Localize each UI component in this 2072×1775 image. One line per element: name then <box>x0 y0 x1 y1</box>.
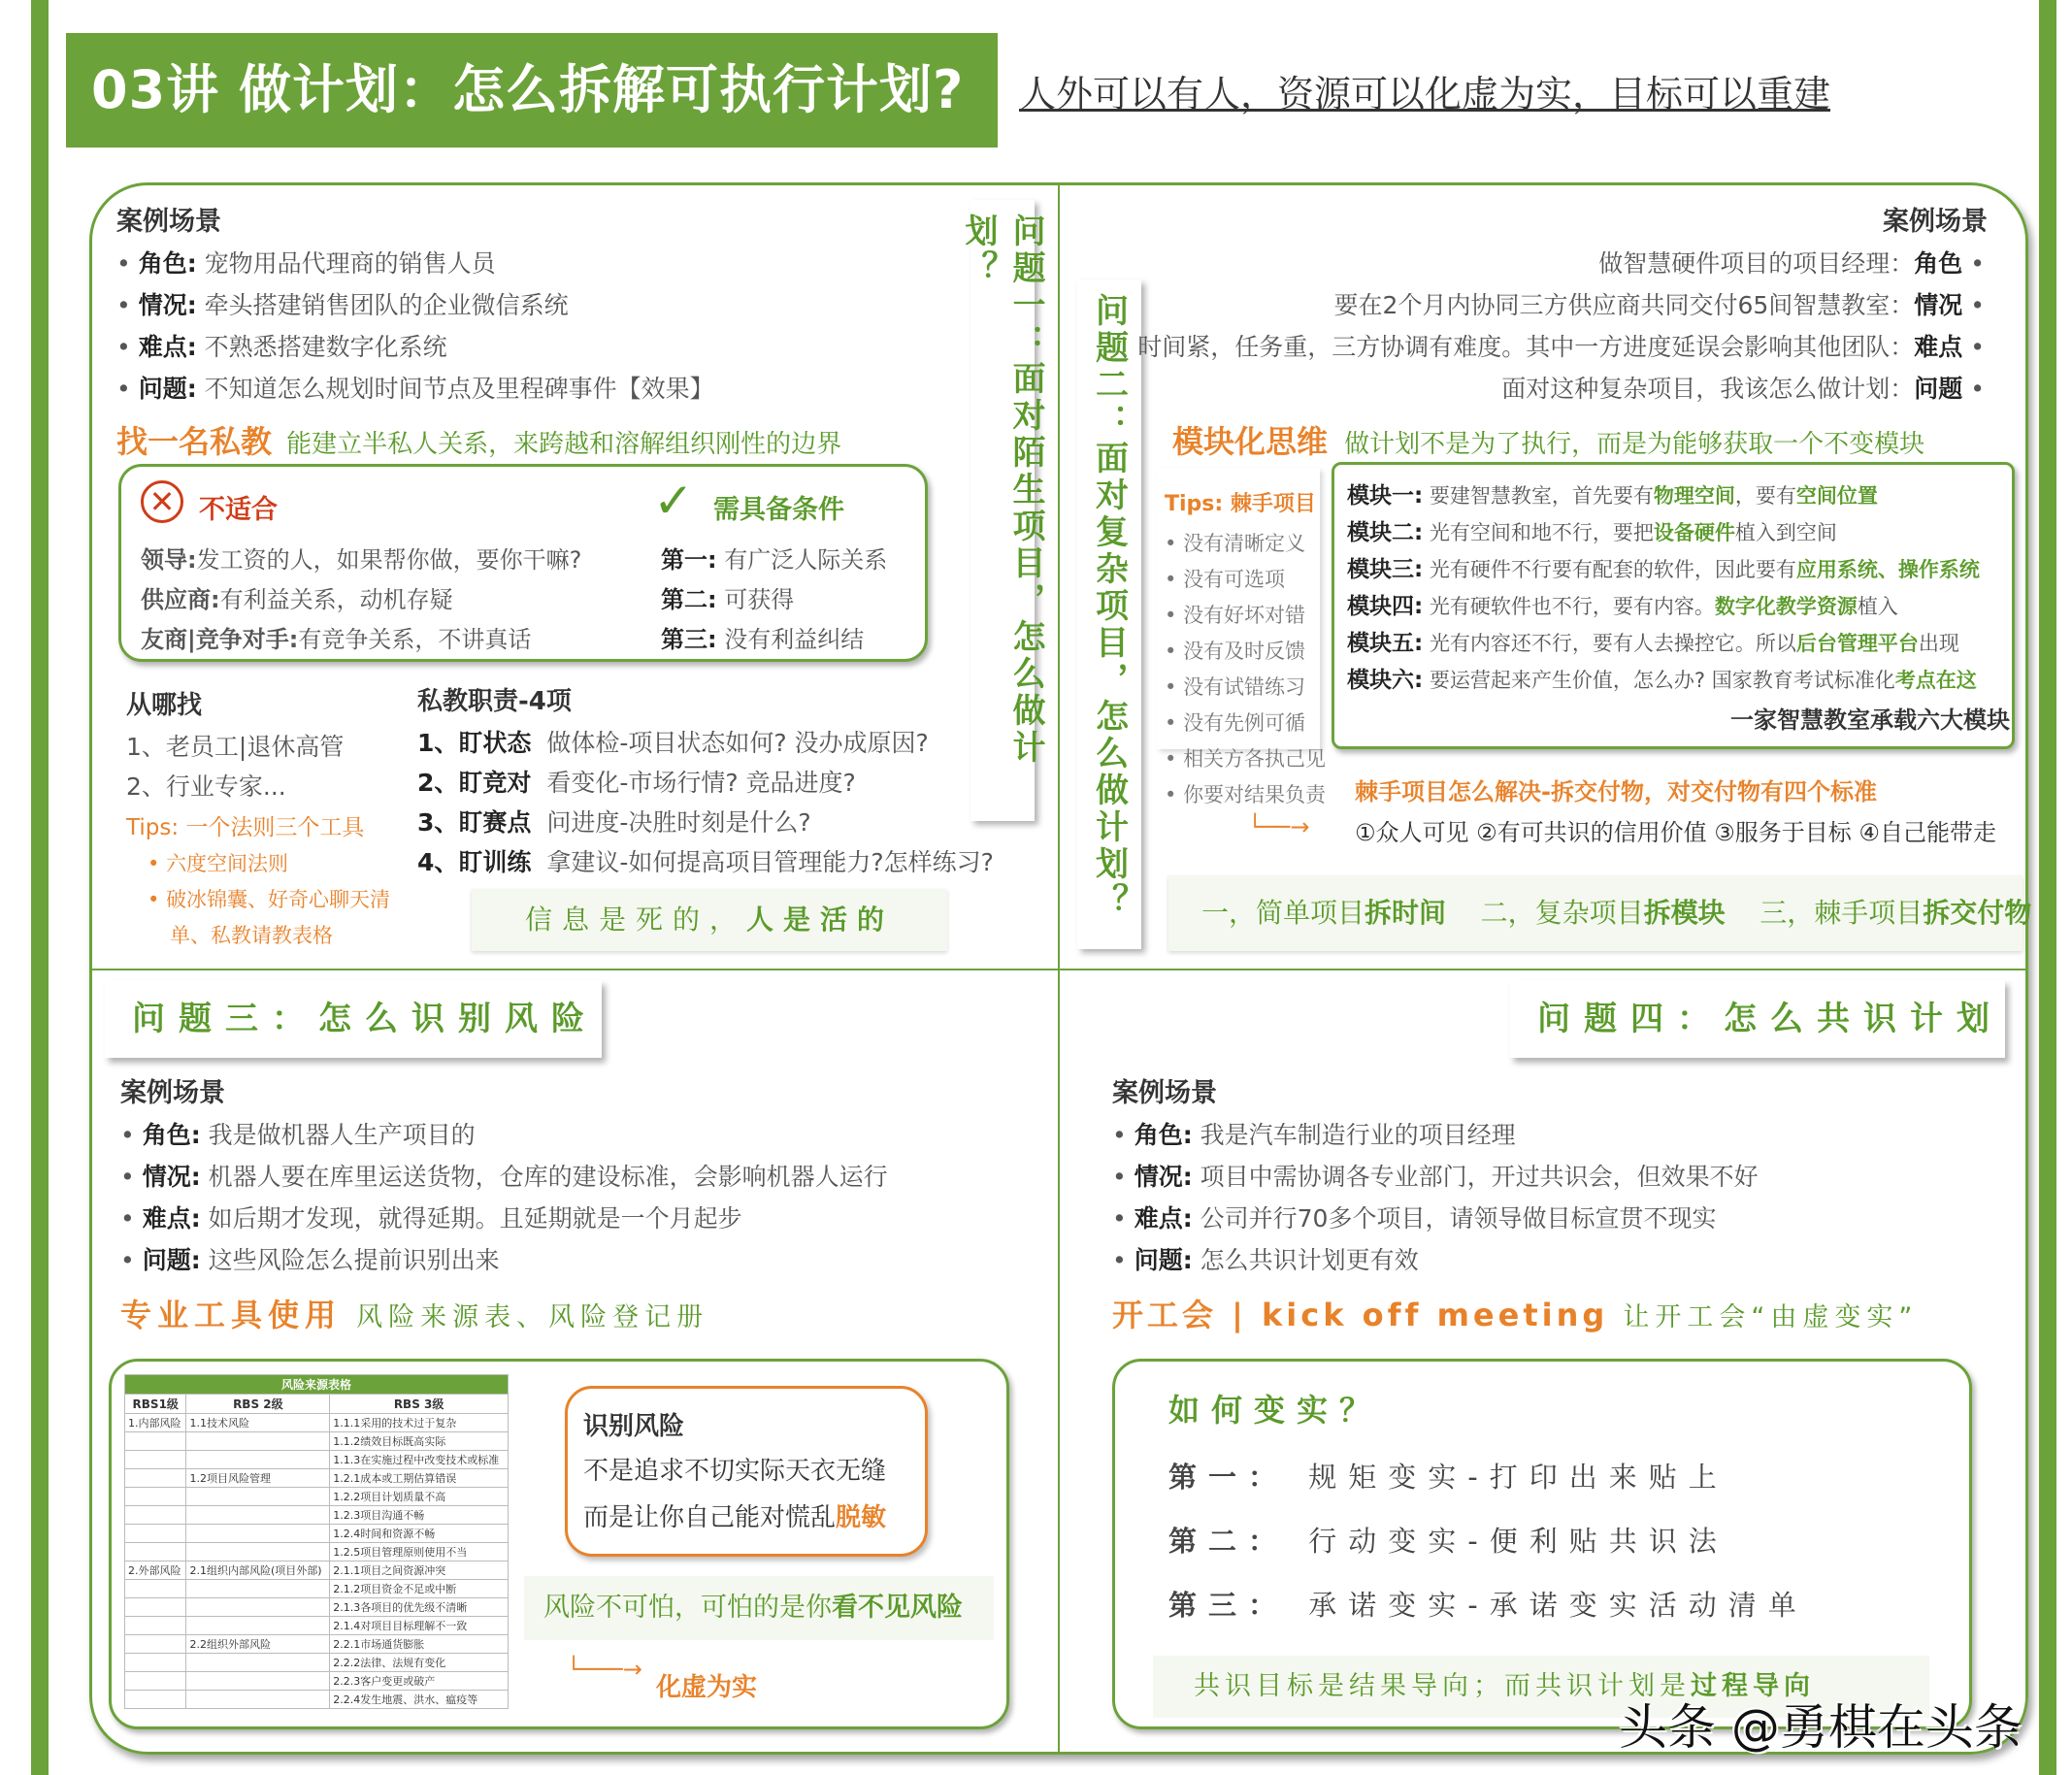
rbs-cell <box>125 1525 186 1543</box>
tips-title: Tips: 棘手项目 <box>1165 492 1316 516</box>
watermark: 头条 @勇棋在头条 <box>1619 1699 2023 1756</box>
rbs-table-row <box>125 1580 509 1598</box>
rbs-cell <box>125 1451 186 1469</box>
rbs-table-row <box>125 1672 509 1691</box>
deliver-title: 棘手项目怎么解决-拆交付物，对交付物有四个标准 <box>1355 778 1877 805</box>
q4-row: 第一： 规矩变实-打印出来贴上 <box>1168 1461 1728 1494</box>
q2-key-desc: 做计划不是为了执行，而是为能够获取一个不变模块 <box>1344 430 1925 459</box>
q3-item: • 情况: 机器人要在库里运送货物，仓库的建设标准，会影响机器人运行 <box>120 1163 888 1191</box>
rbs-cell <box>125 1488 186 1506</box>
required-row: 第三: 没有利益纠结 <box>661 626 865 653</box>
duty-row: 3、盯赛点 问进度-决胜时刻是什么? <box>417 808 811 837</box>
bubble-line1: 不是追求不切实际天衣无缝 <box>583 1457 887 1486</box>
rbs-cell: 1.内部风险 <box>125 1414 186 1432</box>
q4-box-title: 如何变实？ <box>1168 1392 1383 1429</box>
vertical-divider <box>1058 184 1060 1752</box>
q1-item: • 难点: 不熟悉搭建数字化系统 <box>116 333 447 361</box>
rbs-cell <box>186 1654 330 1672</box>
rbs-cell <box>186 1432 330 1451</box>
bubble-line2: 而是让你自己能对慌乱脱敏 <box>583 1503 887 1532</box>
rbs-cell <box>125 1635 186 1654</box>
required-row: 第一: 有广泛人际关系 <box>661 546 888 574</box>
rbs-cell <box>186 1580 330 1598</box>
q2-summary: 一，简单项目拆时间 二，复杂项目拆模块 三，棘手项目拆交付物 <box>1168 875 2023 951</box>
rbs-cell <box>125 1506 186 1525</box>
where-tips: Tips: 一个法则三个工具 <box>126 815 365 840</box>
rbs-table-row <box>125 1543 509 1561</box>
tips-item: • 没有先例可循 <box>1165 711 1306 735</box>
page-subtitle: 人外可以有人，资源可以化虚为实，目标可以重建 <box>1019 73 1831 115</box>
q1-key-desc: 能建立半私人关系，来跨越和溶解组织刚性的边界 <box>286 430 842 459</box>
q1-scene-title: 案例场景 <box>116 207 221 237</box>
q3-key <box>120 1291 708 1335</box>
modules-footer: 一家智慧教室承载六大模块 <box>1730 707 2010 734</box>
q1-key-title: 找一名私教 <box>116 423 273 460</box>
rbs-cell: 2.外部风险 <box>125 1561 186 1580</box>
rbs-cell <box>186 1691 330 1709</box>
not-suitable-title: 不适合 <box>199 495 278 525</box>
rbs-cell: 1.2.5项目管理原则使用不当 <box>330 1543 509 1561</box>
rbs-cell: 2.2.2法律、法规有变化 <box>330 1654 509 1672</box>
rbs-cell: 1.2项目风险管理 <box>186 1469 330 1488</box>
rbs-cell <box>125 1691 186 1709</box>
duty-row: 2、盯竞对 看变化-市场行情? 竞品进度? <box>417 769 856 797</box>
rbs-table-row <box>125 1432 509 1451</box>
rbs-cell <box>186 1617 330 1635</box>
rbs-cell: 1.2.3项目沟通不畅 <box>330 1506 509 1525</box>
rbs-table-row <box>125 1654 509 1672</box>
rbs-cell: 2.1.2项目资金不足或中断 <box>330 1580 509 1598</box>
q4-key-title: 开工会 | kick off meeting <box>1112 1297 1609 1333</box>
module-row: 模块五: 光有内容还不行，要有人去操控它。所以后台管理平台出现 <box>1347 631 1959 656</box>
rbs-cell: 2.2.3客户变更或破产 <box>330 1672 509 1691</box>
rbs-table-row <box>125 1451 509 1469</box>
q2-key-title: 模块化思维 <box>1172 423 1329 460</box>
q3-arrow-text: 化虚为实 <box>656 1673 758 1702</box>
q1-item: • 角色: 宠物用品代理商的销售人员 <box>116 249 496 278</box>
q2-item: 要在2个月内协同三方供应商共同交付65间智慧教室：情况 • <box>1333 291 1985 319</box>
rbs-header: RBS1级 <box>125 1395 186 1414</box>
rbs-table-row <box>125 1617 509 1635</box>
q4-scene-title: 案例场景 <box>1112 1078 1217 1108</box>
module-row: 模块六: 要运营起来产生价值，怎么办? 国家教育考试标准化考点在这 <box>1347 668 1977 693</box>
rbs-table-title: 风险来源表格 <box>125 1375 509 1395</box>
q2-banner: 问题二：面对复杂项目，怎么做计划？ <box>1077 279 1141 949</box>
q4-item: • 问题: 怎么共识计划更有效 <box>1112 1246 1419 1274</box>
rbs-cell: 2.1组织内部风险(项目外部) <box>186 1561 330 1580</box>
rbs-cell <box>125 1543 186 1561</box>
rbs-table-row <box>125 1414 509 1432</box>
rbs-cell: 1.1.3在实施过程中改变技术或标准 <box>330 1451 509 1469</box>
where-item: 1、老员工|退休高管 <box>126 733 345 761</box>
rbs-cell <box>125 1432 186 1451</box>
q3-key-desc: 风险来源表、风险登记册 <box>356 1302 709 1332</box>
not-suitable-row: 友商|竞争对手:有竞争关系，不讲真话 <box>141 626 532 653</box>
q1-item: • 情况: 牵头搭建销售团队的企业微信系统 <box>116 291 569 319</box>
rbs-table-row <box>125 1506 509 1525</box>
rbs-cell: 1.2.1成本或工期估算错误 <box>330 1469 509 1488</box>
q1-conditions-box <box>118 464 928 662</box>
not-suitable-row: 领导:发工资的人，如果帮你做，要你干嘛? <box>141 546 582 574</box>
tip-item: 单、私教请教表格 <box>170 924 333 947</box>
arrow-icon: └──→ <box>1248 813 1310 840</box>
tips-item: • 你要对结果负责 <box>1165 783 1327 806</box>
q4-item: • 难点: 公司并行70多个项目，请领导做目标宣贯不现实 <box>1112 1204 1717 1233</box>
q2-scene-title: 案例场景 <box>1883 207 1988 237</box>
q4-key-desc: 让开工会“由虚变实” <box>1623 1302 1919 1332</box>
rbs-cell <box>186 1451 330 1469</box>
rbs-cell <box>186 1506 330 1525</box>
q4-row: 第三： 承诺变实-承诺变实活动清单 <box>1168 1589 1808 1622</box>
q1-quote: 信息是死的，人是活的 <box>472 889 947 951</box>
rbs-cell <box>125 1580 186 1598</box>
required-title: 需具备条件 <box>713 495 844 525</box>
rbs-cell: 1.2.2项目计划质量不高 <box>330 1488 509 1506</box>
rbs-cell: 1.1技术风险 <box>186 1414 330 1432</box>
rbs-cell <box>186 1525 330 1543</box>
tips-item: • 没有可选项 <box>1165 568 1286 591</box>
rbs-cell <box>186 1543 330 1561</box>
required-row: 第二: 可获得 <box>661 586 795 613</box>
q1-item: • 问题: 不知道怎么规划时间节点及里程碑事件【效果】 <box>116 375 714 403</box>
q4-banner: 问题四：怎么共识计划 <box>1510 980 2005 1058</box>
q3-conclusion: 风险不可怕，可怕的是你看不见风险 <box>524 1576 994 1640</box>
rbs-cell <box>186 1672 330 1691</box>
tip-item: • 破冰锦囊、好奇心聊天清 <box>148 888 391 911</box>
rbs-cell: 2.2组织外部风险 <box>186 1635 330 1654</box>
rbs-table-row <box>125 1561 509 1580</box>
rbs-table-row <box>125 1598 509 1617</box>
q4-item: • 情况: 项目中需协调各专业部门，开过共识会，但效果不好 <box>1112 1163 1759 1191</box>
q2-key <box>1172 417 1924 462</box>
rbs-cell <box>125 1617 186 1635</box>
rbs-cell: 1.2.4时间和资源不畅 <box>330 1525 509 1543</box>
where-item: 2、行业专家... <box>126 772 286 801</box>
module-row: 模块三: 光有硬件不行要有配套的软件，因此要有应用系统、操作系统 <box>1347 557 1980 582</box>
q2-item: 面对这种复杂项目，我该怎么做计划：问题 • <box>1501 375 1985 403</box>
tips-item: • 没有清晰定义 <box>1165 532 1306 555</box>
q4-key <box>1112 1291 1918 1335</box>
rbs-table-row <box>125 1691 509 1709</box>
q3-item: • 角色: 我是做机器人生产项目的 <box>120 1121 476 1149</box>
rbs-cell <box>186 1598 330 1617</box>
risk-bubble <box>565 1386 928 1557</box>
q3-banner: 问题三：怎么识别风险 <box>105 980 602 1058</box>
left-accent-bar <box>31 0 49 1775</box>
q1-key <box>116 417 841 462</box>
rbs-cell <box>125 1654 186 1672</box>
q3-item: • 问题: 这些风险怎么提前识别出来 <box>120 1246 500 1274</box>
rbs-cell: 2.1.4对项目目标理解不一致 <box>330 1617 509 1635</box>
rbs-header: RBS 2级 <box>186 1395 330 1414</box>
q2-item: 做智慧硬件项目的项目经理：角色 • <box>1598 249 1985 278</box>
module-row: 模块四: 光有硬软件也不行，要有内容。数字化教学资源植入 <box>1347 594 1898 619</box>
tips-item: • 没有试错练习 <box>1165 675 1306 699</box>
tips-item: • 没有及时反馈 <box>1165 640 1306 663</box>
q4-row: 第二： 行动变实-便利贴共识法 <box>1168 1525 1728 1558</box>
tips-item: • 没有好坏对错 <box>1165 604 1306 627</box>
rbs-cell: 1.1.2绩效目标既高实际 <box>330 1432 509 1451</box>
rbs-table-row <box>125 1635 509 1654</box>
module-row: 模块一: 要建智慧教室，首先要有物理空间，要有空间位置 <box>1347 483 1878 509</box>
rbs-table-row <box>125 1469 509 1488</box>
rbs-cell: 2.1.1项目之间资源冲突 <box>330 1561 509 1580</box>
rbs-table <box>124 1374 509 1709</box>
where-title: 从哪找 <box>126 691 203 720</box>
q3-key-title: 专业工具使用 <box>120 1297 343 1333</box>
arrow-icon: └───→ <box>567 1656 642 1683</box>
rbs-cell: 2.2.1市场通货膨胀 <box>330 1635 509 1654</box>
tip-item: • 六度空间法则 <box>148 852 289 875</box>
rbs-header: RBS 3级 <box>330 1395 509 1414</box>
q4-footer: 共识目标是结果导向；而共识计划是过程导向 <box>1153 1656 1929 1718</box>
rbs-table-row <box>125 1488 509 1506</box>
rbs-cell <box>125 1598 186 1617</box>
right-accent-bar <box>2039 0 2056 1775</box>
rbs-table-row <box>125 1525 509 1543</box>
deliver-items: ①众人可见 ②有可共识的信用价值 ③服务于目标 ④自己能带走 <box>1355 819 1996 846</box>
q3-scene-title: 案例场景 <box>120 1078 225 1108</box>
tips-item: • 相关方各执己见 <box>1165 747 1327 771</box>
q3-item: • 难点: 如后期才发现，就得延期。且延期就是一个月起步 <box>120 1204 742 1233</box>
module-row: 模块二: 光有空间和地不行，要把设备硬件植入到空间 <box>1347 520 1837 545</box>
rbs-cell: 2.2.4发生地震、洪水、瘟疫等 <box>330 1691 509 1709</box>
not-suitable-row: 供应商:有利益关系，动机存疑 <box>141 586 453 613</box>
rbs-table-wrap <box>124 1374 509 1718</box>
duty-row: 1、盯状态 做体检-项目状态如何? 没办成原因? <box>417 729 929 757</box>
page-title: 03讲 做计划：怎么拆解可执行计划? <box>66 33 998 148</box>
cross-icon: ✕ <box>141 480 183 523</box>
duty-row: 4、盯训练 拿建议-如何提高项目管理能力?怎样练习? <box>417 848 994 876</box>
rbs-cell <box>125 1672 186 1691</box>
duties-title: 私教职责-4项 <box>417 687 572 716</box>
bubble-title: 识别风险 <box>583 1412 685 1441</box>
q4-item: • 角色: 我是汽车制造行业的项目经理 <box>1112 1121 1516 1149</box>
checkmark-icon: ✓ <box>653 473 694 529</box>
rbs-cell <box>186 1488 330 1506</box>
q1-banner: 问题一：面对陌生项目，怎么做计划？ <box>970 200 1035 821</box>
q2-item: 时间紧，任务重，三方协调有难度。其中一方进度延误会影响其他团队：难点 • <box>1137 333 1985 361</box>
rbs-cell: 1.1.1采用的技术过于复杂 <box>330 1414 509 1432</box>
rbs-cell: 2.1.3各项目的优先级不清晰 <box>330 1598 509 1617</box>
rbs-cell <box>125 1469 186 1488</box>
